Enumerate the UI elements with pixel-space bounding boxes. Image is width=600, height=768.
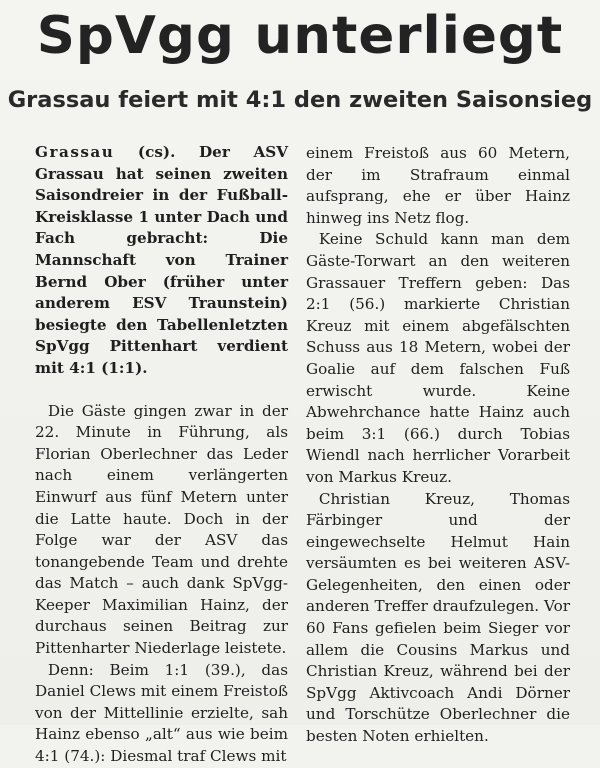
body-paragraph: Christian Kreuz, Thomas Färbinger und der eingewechselte Helmut Hain versäumten es bei weiteren ASV-Gelegenheiten, den einen oder anderen Treffer draufzulegen. Vor 60 Fans gefielen beim Sieger vor allem die Cousins Markus und Christian Kreuz, während bei der SpVgg Aktivcoach Andi Dörner und Torschütze Oberlechner die besten Noten erhielten. xyxy=(306,489,570,746)
body-paragraph: Die Gäste gingen zwar in der 22. Minute in Führung, als Florian Oberlechner das Leder nach einem verlängerten Einwurf aus fünf Metern unter die Latte haute. Doch in der Folge war der ASV das tonangebende Team und drehte das Match – auch dank SpVgg-Keeper Maximilian Hainz, der durchaus seinen Beitrag zur Pittenharter Niederlage leistete. xyxy=(35,401,288,658)
article-column-left xyxy=(35,142,288,768)
subheadline: Grassau feiert mit 4:1 den zweiten Saisonsieg xyxy=(7,87,593,113)
body-paragraph: Denn: Beim 1:1 (39.), das Daniel Clews mit einem Freistoß von der Mittellinie erzielte, sah Hainz ebenso „alt“ aus wie beim 4:1 (74.): Diesmal traf Clews mit xyxy=(35,660,288,766)
dateline-place: Grassau xyxy=(35,143,115,161)
lead-paragraph xyxy=(35,142,288,380)
body-paragraph: einem Freistoß aus 60 Metern, der im Strafraum einmal aufsprang, ehe er über Hainz hinweg ins Netz flog. xyxy=(306,144,570,227)
body-paragraph: Keine Schuld kann man dem Gäste-Torwart an den weiteren Grassauer Treffern geben: Das 2:1 (56.) markierte Christian Kreuz mit einem abgefälschten Schuss aus 18 Metern, wobei der Goalie auf dem falschen Fuß erwischt wurde. Keine Abwehrchance hatte Hainz auch beim 3:1 (66.) durch Tobias Wiendl nach herrlicher Vorarbeit von Markus Kreuz. xyxy=(306,230,570,486)
article-column-right xyxy=(306,143,570,748)
lead-text: (cs). Der ASV Grassau hat seinen zweiten Saisondreier in der Fußball-Kreisklasse 1 unter Dach und Fach gebracht: Die Mannschaft von Trainer Bernd Ober (früher unter anderem ESV Traunstein) besiegte den Tabellenletzten SpVgg Pittenhart verdient mit 4:1 (1:1). xyxy=(35,143,288,377)
headline: SpVgg unterliegt xyxy=(36,6,564,66)
